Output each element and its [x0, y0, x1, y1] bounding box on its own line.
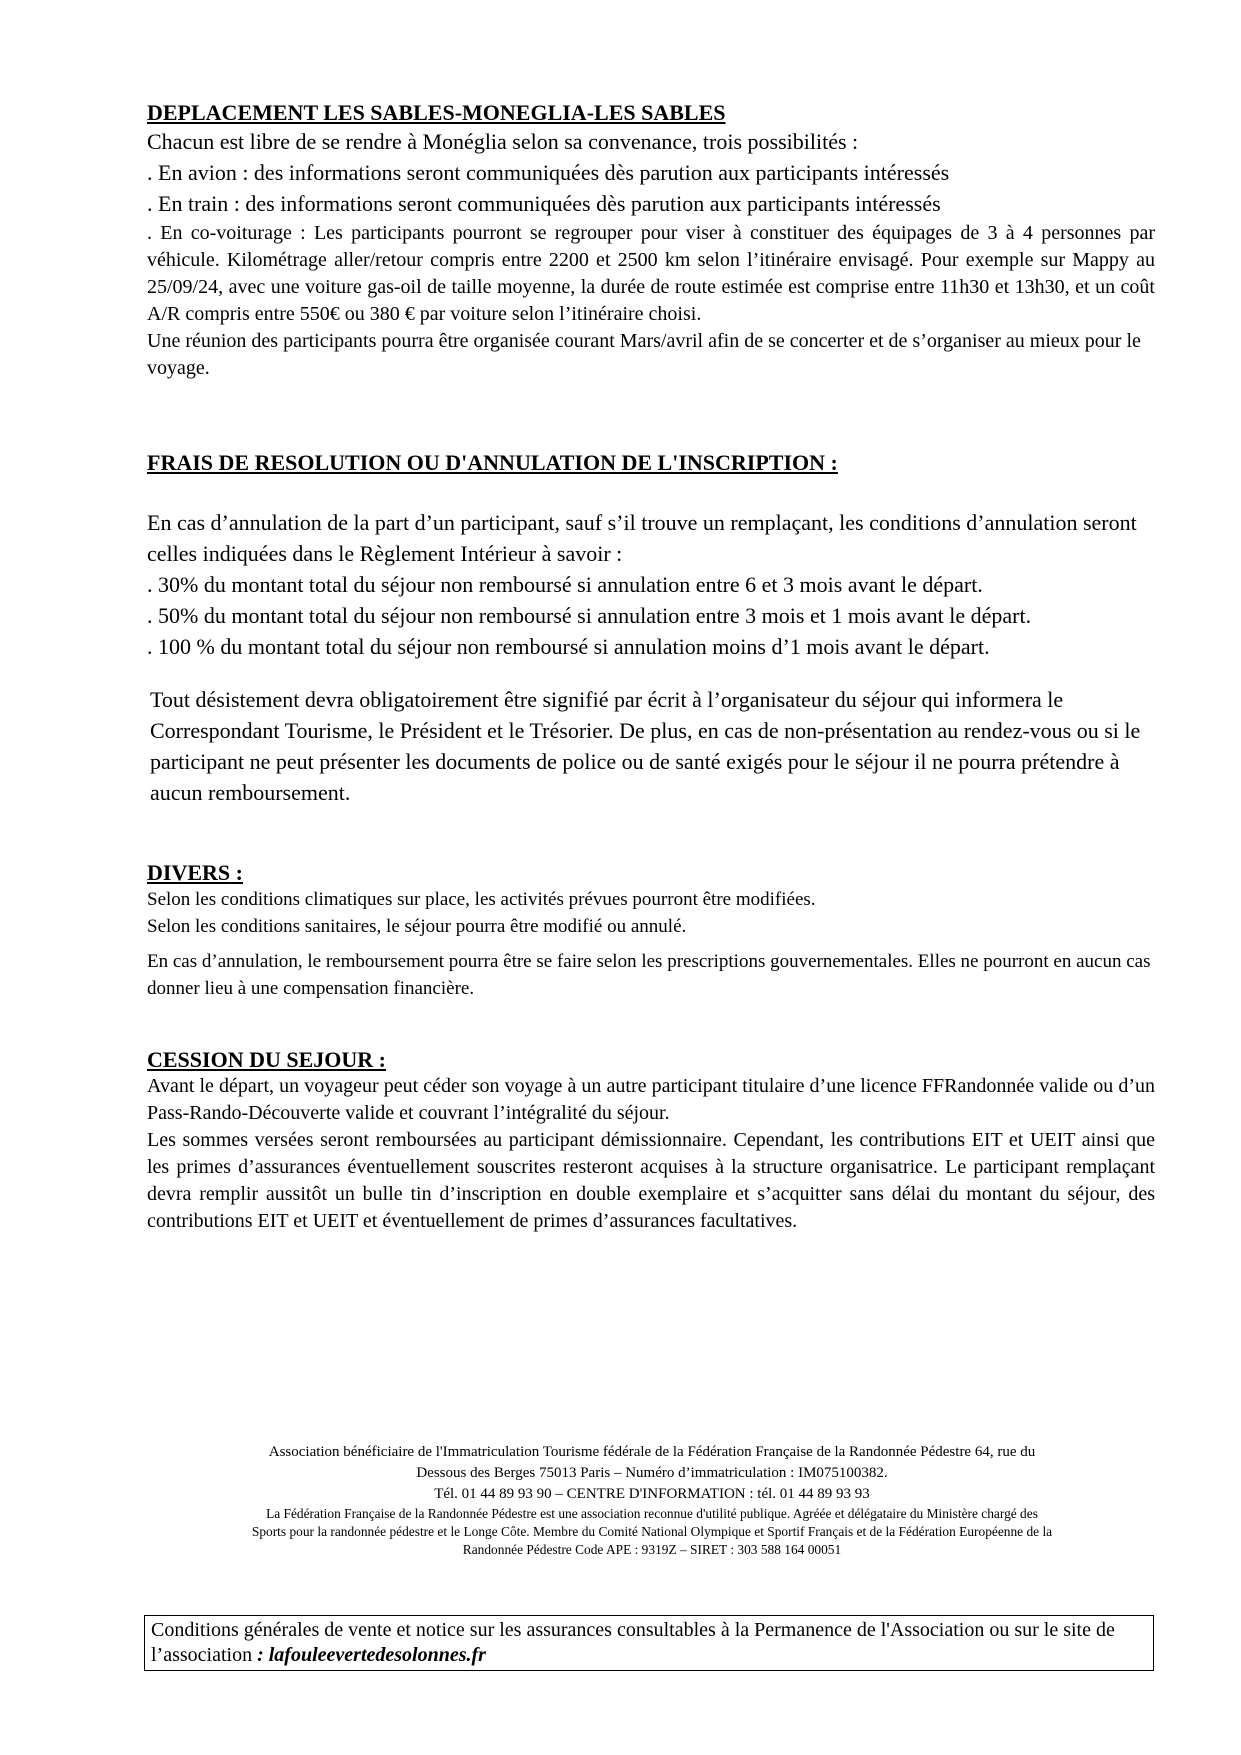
heading-frais-text: FRAIS DE RESOLUTION OU D'ANNULATION DE L'INSCRIPTION — [147, 450, 826, 475]
line-avion: . En avion : des informations seront communiquées dès parution aux participants intéressés — [147, 160, 950, 185]
conditions-box — [144, 1615, 1154, 1671]
line-climat: Selon les conditions climatiques sur place, les activités prévues pourront être modifiées. — [147, 889, 816, 910]
paragraph-reunion: Une réunion des participants pourra être organisée courant Mars/avril afin de se concerter et de s’organiser au mieux pour le voyage. — [147, 330, 1141, 379]
heading-divers-colon: : — [230, 860, 243, 885]
section-deplacement — [147, 100, 1155, 382]
footer-line-1: Association bénéficiaire de l'Immatriculation Tourisme fédérale de la Fédération Française de la Randonnée Pédestre 64, rue du — [268, 1444, 1036, 1460]
heading-divers — [147, 860, 1155, 886]
paragraph-covoiturage: . En co-voiturage : Les participants pourront se regrouper pour viser à constituer des équipages de 3 à 4 personnes par véhicule. Kilométrage aller/retour compris entre 2200 et 2500 km selon l’itinéraire envisagé. Pour exemple sur Mappy au 25/09/24, avec une voiture gas-oil de taille moyenne, la durée de route estimée est comprise entre 11h30 et 13h30, et un coût A/R compris entre 550€ ou 380 € par voiture selon l’itinéraire choisi. — [147, 222, 1155, 325]
footer-line-3: Tél. 01 44 89 93 90 – CENTRE D'INFORMATION : tél. 01 44 89 93 93 — [434, 1486, 870, 1502]
item-100pct: . 100 % du montant total du séjour non remboursé si annulation moins d’1 mois avant le départ. — [147, 634, 990, 659]
heading-divers-text: DIVERS — [147, 860, 231, 885]
section-frais-annulation — [147, 450, 1155, 808]
footer-small-1: La Fédération Française de la Randonnée Pédestre est une association reconnue d'utilité publique. Agréée et délégataire du Ministère chargé des — [266, 1506, 1038, 1521]
heading-deplacement: DEPLACEMENT LES SABLES-MONEGLIA-LES SABLES — [147, 100, 726, 125]
line-train: . En train : des informations seront communiquées dès parution aux participants intéressés — [147, 191, 941, 216]
conditions-text: Conditions générales de vente et notice sur les assurances consultables à la Permanence de l'Association ou sur le site de l’association — [151, 1619, 1115, 1666]
line-intro: Chacun est libre de se rendre à Monéglia selon sa convenance, trois possibilités : — [147, 129, 859, 154]
footer-association — [140, 1442, 1164, 1559]
paragraph-desistement: Tout désistement devra obligatoirement être signifié par écrit à l’organisateur du séjour qui informera le Correspondant Tourisme, le Président et le Trésorier. De plus, en cas de non-présentation au rendez-vous ou si le participant ne peut présenter les documents de police ou de santé exigés pour le séjour il ne pourra prétendre à aucun remboursement. — [150, 687, 1141, 805]
footer-small-2: Sports pour la randonnée pédestre et le Longe Côte. Membre du Comité National Olympique et Sportif Français et de la Fédération Européenne de la — [251, 1524, 1053, 1539]
item-30pct: . 30% du montant total du séjour non remboursé si annulation entre 6 et 3 mois avant le départ. — [147, 572, 983, 597]
section-divers — [147, 860, 1155, 1002]
section-cession — [147, 1047, 1155, 1235]
paragraph-cession-2: Les sommes versées seront remboursées au participant démissionnaire. Cependant, les contributions EIT et UEIT ainsi que les primes d’assurances éventuellement souscrites resteront acquises à la structure organisatrice. Le participant remplaçant devra remplir aussitôt un bulle tin d’inscription en double exemplaire et s’acquitter sans délai du montant du séjour, des contributions EIT et UEIT et éventuellement de primes d’assurances facultatives. — [147, 1129, 1155, 1232]
paragraph-cession-1: Avant le départ, un voyageur peut céder son voyage à un autre participant titulaire d’une licence FFRandonnée valide ou d’un Pass-Rando-Découverte valide et couvrant l’intégralité du séjour. — [147, 1075, 1155, 1124]
heading-frais-colon: : — [825, 450, 838, 475]
item-50pct: . 50% du montant total du séjour non remboursé si annulation entre 3 mois et 1 mois avant le départ. — [147, 603, 1032, 628]
paragraph-remboursement: En cas d’annulation, le remboursement pourra être se faire selon les prescriptions gouvernementales. Elles ne pourront en aucun cas donner lieu à une compensation financière. — [147, 951, 1151, 999]
line-sanitaire: Selon les conditions sanitaires, le séjour pourra être modifié ou annulé. — [147, 916, 687, 937]
heading-cession: CESSION DU SEJOUR : — [147, 1047, 386, 1072]
association-website-link[interactable]: : lafouleevertedesolonnes.fr — [252, 1644, 486, 1666]
heading-frais-annulation — [147, 450, 1155, 476]
footer-small-3: Randonnée Pédestre Code APE : 9319Z – SIRET : 303 588 164 00051 — [462, 1542, 842, 1557]
paragraph-annulation-intro: En cas d’annulation de la part d’un participant, sauf s’il trouve un remplaçant, les conditions d’annulation seront celles indiquées dans le Règlement Intérieur à savoir : — [147, 510, 1137, 566]
footer-line-2: Dessous des Berges 75013 Paris – Numéro d’immatriculation : IM075100382. — [416, 1465, 888, 1481]
